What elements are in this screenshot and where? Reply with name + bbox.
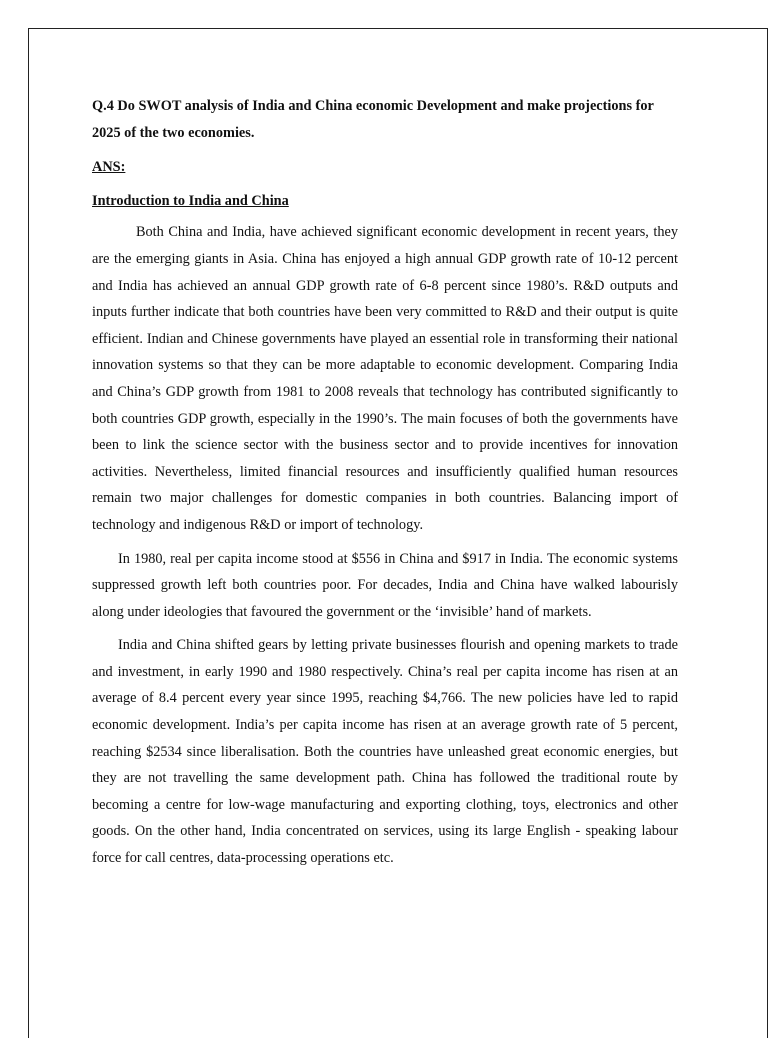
document-body bbox=[92, 93, 678, 879]
section-heading: Introduction to India and China bbox=[92, 192, 289, 209]
paragraph: India and China shifted gears by letting private businesses flourish and opening markets to trade and investment, in early 1990 and 1980 respectively. China’s real per capita income has risen at an average of 8.4 percent every year since 1995, reaching $4,766. The new policies have led to rapid economic development. India’s per capita income has risen at an average growth rate of 5 percent, reaching $2534 since liberalisation. Both the countries have unleashed great economic energies, but they are not travelling the same development path. China has followed the traditional route by becoming a centre for low-wage manufacturing and exporting clothing, toys, electronics and other goods. On the other hand, India concentrated on services, using its large English - speaking labour force for call centres, data-processing operations etc. bbox=[92, 637, 678, 867]
paragraph: In 1980, real per capita income stood at $556 in China and $917 in India. The economic systems suppressed growth left both countries poor. For decades, India and China have walked labourisly along under ideologies that favoured the government or the ‘invisible’ hand of markets. bbox=[92, 550, 678, 620]
paragraph: Both China and India, have achieved significant economic development in recent years, they are the emerging giants in Asia. China has enjoyed a high annual GDP growth rate of 10-12 percent and India has achieved an annual GDP growth rate of 6-8 percent since 1980’s. R&D outputs and inputs further indicate that both countries have been very committed to R&D and their output is quite efficient. Indian and Chinese governments have played an essential role in transforming their national innovation systems so that they can be more adaptable to economic development. Comparing India and China’s GDP growth from 1981 to 2008 reveals that technology has contributed significantly to both countries GDP growth, especially in the 1990’s. The main focuses of both the governments have been to link the science sector with the business sector and to provide incentives for innovation activities. Nevertheless, limited financial resources and insufficiently qualified human resources remain two major challenges for domestic companies in both countries. Balancing import of technology and indigenous R&D or import of technology. bbox=[92, 224, 678, 533]
answer-label: ANS: bbox=[92, 159, 126, 176]
question-text: Q.4 Do SWOT analysis of India and China economic Development and make projections for 2025 of the two economies. bbox=[92, 98, 654, 141]
